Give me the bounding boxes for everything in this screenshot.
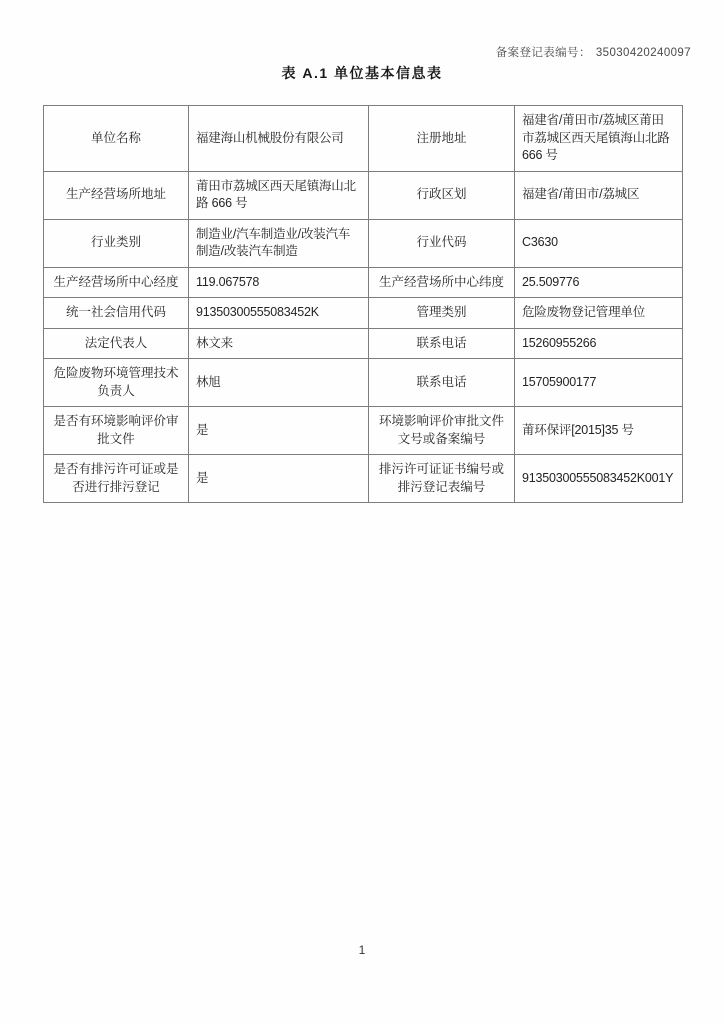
field-label: 排污许可证证书编号或排污登记表编号 — [369, 455, 515, 503]
field-label: 危险废物环境管理技术负责人 — [44, 359, 189, 407]
field-label: 行业代码 — [369, 219, 515, 267]
field-value: 15705900177 — [515, 359, 683, 407]
field-value: 危险废物登记管理单位 — [515, 298, 683, 329]
doc-number — [496, 44, 691, 60]
field-value: 119.067578 — [189, 267, 369, 298]
table-row — [44, 407, 683, 455]
page-number: 1 — [358, 943, 366, 957]
field-label: 生产经营场所地址 — [44, 171, 189, 219]
table-row — [44, 359, 683, 407]
field-label: 单位名称 — [44, 106, 189, 172]
table-row — [44, 328, 683, 359]
field-label: 联系电话 — [369, 359, 515, 407]
field-label: 联系电话 — [369, 328, 515, 359]
field-value: 福建省/莆田市/荔城区 — [515, 171, 683, 219]
field-value: 是 — [189, 455, 369, 503]
field-value: C3630 — [515, 219, 683, 267]
page-title: 表 A.1 单位基本信息表 — [281, 65, 443, 81]
field-label: 管理类别 — [369, 298, 515, 329]
field-value: 林文来 — [189, 328, 369, 359]
field-value: 15260955266 — [515, 328, 683, 359]
field-label: 行政区划 — [369, 171, 515, 219]
table-row — [44, 106, 683, 172]
field-value: 莆环保评[2015]35 号 — [515, 407, 683, 455]
field-value: 91350300555083452K — [189, 298, 369, 329]
field-label: 生产经营场所中心经度 — [44, 267, 189, 298]
field-label: 是否有环境影响评价审批文件 — [44, 407, 189, 455]
field-label: 注册地址 — [369, 106, 515, 172]
field-value: 福建海山机械股份有限公司 — [189, 106, 369, 172]
doc-number-value: 35030420240097 — [595, 47, 691, 59]
field-value: 制造业/汽车制造业/改装汽车制造/改装汽车制造 — [189, 219, 369, 267]
field-value: 91350300555083452K001Y — [515, 455, 683, 503]
field-label: 生产经营场所中心纬度 — [369, 267, 515, 298]
table-row — [44, 455, 683, 503]
doc-number-label: 备案登记表编号： — [495, 47, 591, 59]
field-value: 是 — [189, 407, 369, 455]
field-label: 是否有排污许可证或是否进行排污登记 — [44, 455, 189, 503]
table-row — [44, 219, 683, 267]
unit-info-table — [43, 105, 683, 503]
table-row — [44, 171, 683, 219]
table-row — [44, 298, 683, 329]
field-label: 行业类别 — [44, 219, 189, 267]
field-value: 林旭 — [189, 359, 369, 407]
field-label: 统一社会信用代码 — [44, 298, 189, 329]
field-label: 法定代表人 — [44, 328, 189, 359]
field-value: 福建省/莆田市/荔城区莆田市荔城区西天尾镇海山北路 666 号 — [515, 106, 683, 172]
field-value: 25.509776 — [515, 267, 683, 298]
field-value: 莆田市荔城区西天尾镇海山北路 666 号 — [189, 171, 369, 219]
table-row — [44, 267, 683, 298]
field-label: 环境影响评价审批文件文号或备案编号 — [369, 407, 515, 455]
